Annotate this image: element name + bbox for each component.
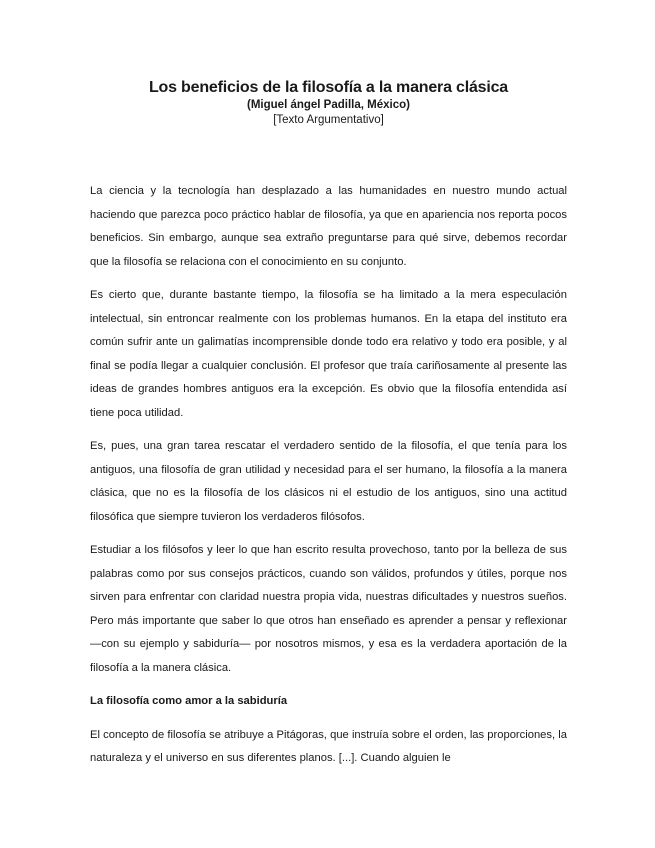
paragraph-1: La ciencia y la tecnología han desplazado a las humanidades en nuestro mundo actual haciendo que parezca poco práctico hablar de filosofía, ya que en apariencia nos reporta pocos beneficios. Sin embargo, aunque sea extraño preguntarse para qué sirve, debemos recordar que la filosofía se relaciona con el conocimiento en su conjunto. xyxy=(90,185,567,268)
document-body xyxy=(90,180,567,771)
document-type: [Texto Argumentativo] xyxy=(273,114,384,126)
paragraph-2: Es cierto que, durante bastante tiempo, la filosofía se ha limitado a la mera especulación intelectual, sin entroncar realmente con los problemas humanos. En la etapa del instituto era común sufrir ante un galimatías incomprensible donde todo era relativo y todo era posible, y al final se podía llegar a cualquier conclusión. El profesor que traía cariñosamente al presente las ideas de grandes hombres antiguos era la excepción. Es obvio que la filosofía entendida así tiene poca utilidad. xyxy=(90,289,567,419)
document-author: (Miguel ángel Padilla, México) xyxy=(247,99,410,111)
document-header xyxy=(90,78,567,128)
paragraph-5: El concepto de filosofía se atribuye a Pitágoras, que instruía sobre el orden, las proporciones, la naturaleza y el universo en sus diferentes planos. [...]. Cuando alguien le xyxy=(90,728,567,764)
paragraph-4: Estudiar a los filósofos y leer lo que han escrito resulta provechoso, tanto por la belleza de sus palabras como por sus consejos prácticos, cuando son válidos, profundos y útiles, porque nos sirven para enfrentar con claridad nuestra propia vida, nuestras dificultades y nuestros sueños. Pero más importante que saber lo que otros han enseñado es aprender a pensar y reflexionar —con su ejemplo y sabiduría— por nosotros mismos, y esa es la verdadera aportación de la filosofía a la manera clásica. xyxy=(90,544,567,674)
paragraph-3: Es, pues, una gran tarea rescatar el verdadero sentido de la filosofía, el que tenía para los antiguos, una filosofía de gran utilidad y necesidad para el ser humano, la filosofía a la manera clásica, que no es la filosofía de los clásicos ni el estudio de los antiguos, sino una actitud filosófica que siempre tuvieron los verdaderos filósofos. xyxy=(90,440,567,523)
document-title: Los beneficios de la filosofía a la manera clásica xyxy=(148,79,509,96)
section-heading: La filosofía como amor a la sabiduría xyxy=(90,695,288,707)
